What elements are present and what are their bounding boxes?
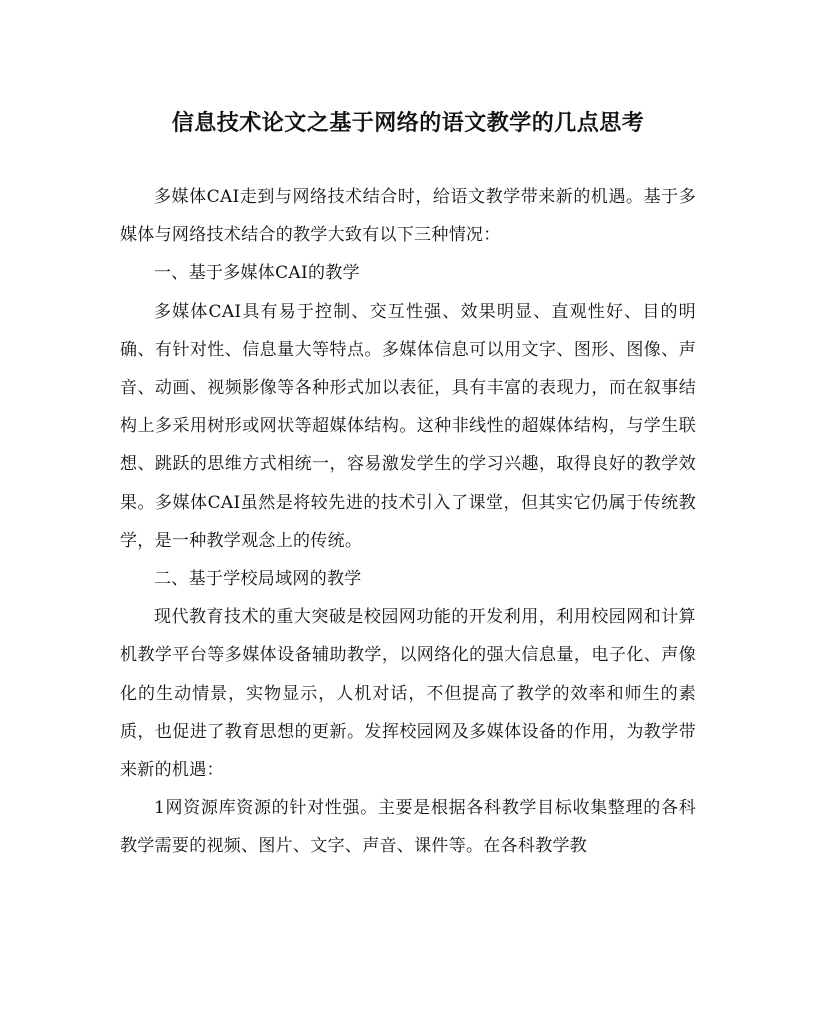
document-body xyxy=(120,178,696,866)
paragraph-intro: 多媒体CAI走到与网络技术结合时，给语文教学带来新的机遇。基于多媒体与网络技术结合的教学大致有以下三种情况： xyxy=(120,187,696,246)
section-heading-1: 一、基于多媒体CAI的教学 xyxy=(154,263,360,284)
paragraph-campus-network: 现代教育技术的重大突破是校园网功能的开发利用，利用校园网和计算机教学平台等多媒体设备辅助教学，以网络化的强大信息量，电子化、声像化的生动情景，实物显示，人机对话，不但提高了教学的效率和师生的素质，也促进了教育思想的更新。发挥校园网及多媒体设备的作用，为教学带来新的机遇： xyxy=(120,607,696,781)
document-title: 信息技术论文之基于网络的语文教学的几点思考 xyxy=(171,110,645,136)
section-heading-2: 二、基于学校局域网的教学 xyxy=(154,569,362,590)
paragraph-resource-library: 1网资源库资源的针对性强。主要是根据各科教学目标收集整理的各科教学需要的视频、图片、文字、声音、课件等。在各科教学教 xyxy=(120,798,696,857)
paragraph-multimedia-cai: 多媒体CAI具有易于控制、交互性强、效果明显、直观性好、目的明确、有针对性、信息量大等特点。多媒体信息可以用文字、图形、图像、声音、动画、视频影像等各种形式加以表征，具有丰富的表现力，而在叙事结构上多采用树形或网状等超媒体结构。这种非线性的超媒体结构，与学生联想、跳跃的思维方式相统一，容易激发学生的学习兴趣，取得良好的教学效果。多媒体CAI虽然是将较先进的技术引入了课堂，但其实它仍属于传统教学，是一种教学观念上的传统。 xyxy=(120,301,696,551)
